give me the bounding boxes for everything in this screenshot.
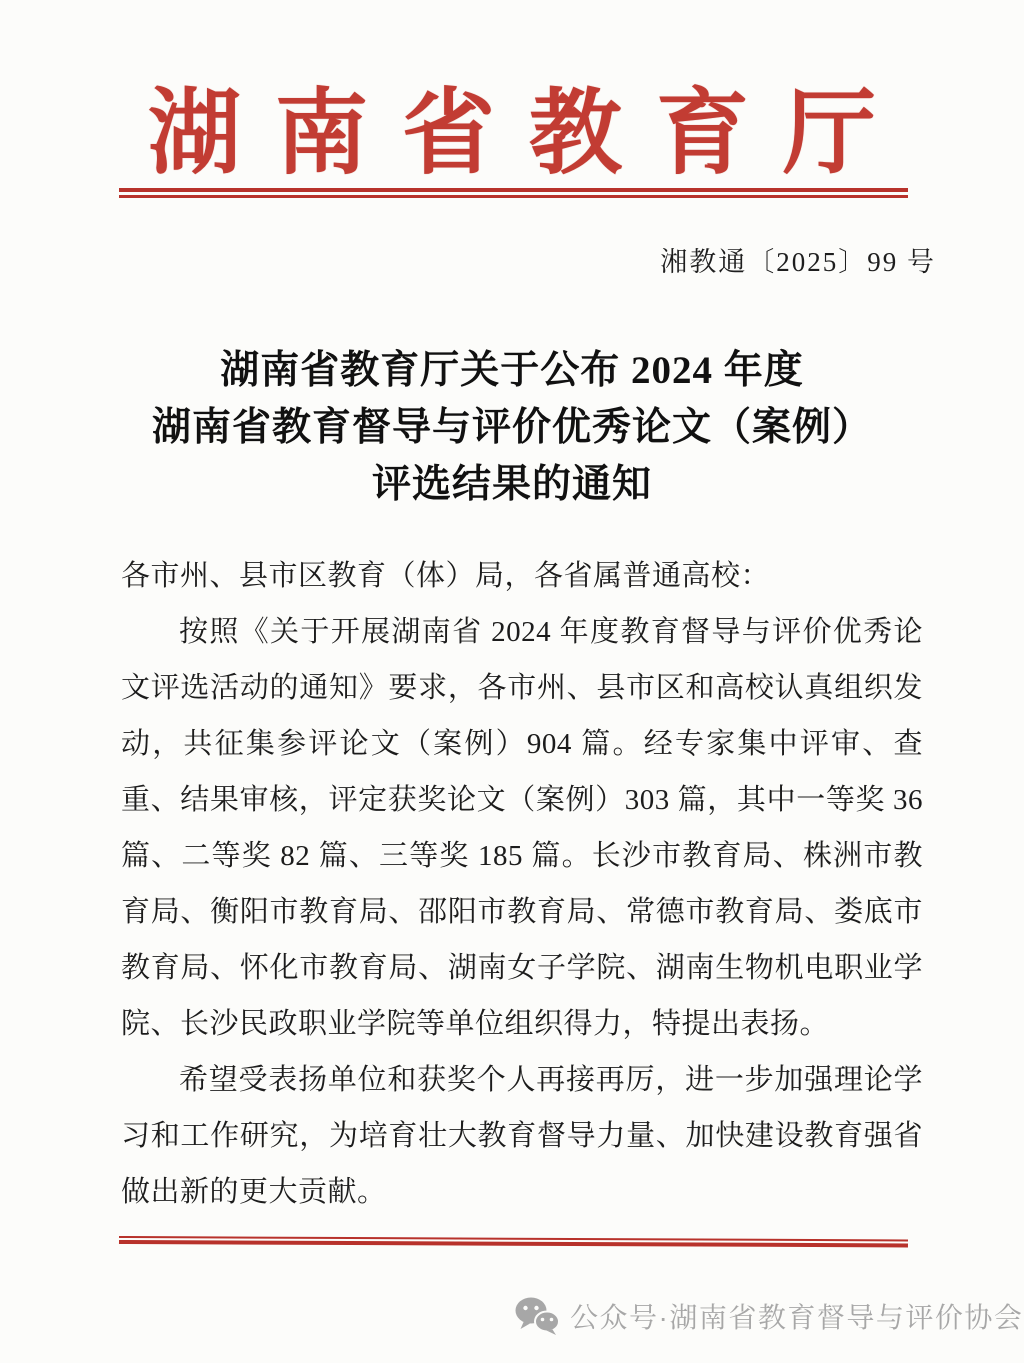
letterhead-divider — [119, 188, 908, 198]
salutation-line: 各市州、县市区教育（体）局，各省属普通高校： — [121, 560, 771, 592]
notice-title — [60, 342, 964, 513]
body-paragraph-2: 希望受表扬单位和获奖个人再接再厉，进一步加强理论学习和工作研究，为培育壮大教育督导力量、加快建设教育强省做出新的更大贡献。 — [121, 1064, 923, 1208]
document-number: 湘教通〔2025〕99 号 — [660, 247, 936, 277]
letterhead-org-name: 湖南省教育厅 — [148, 83, 910, 186]
body-paragraph-1: 按照《关于开展湖南省 2024 年度教育督导与评价优秀论文评选活动的通知》要求，各市州、县市区和高校认真组织发动，共征集参评论文（案例）904 篇。经专家集中评审、查重、结果审核，评定获奖论文（案例）303 篇，其中一等奖 36 篇、二等奖 82 篇、三等奖 185 篇。长沙市教育局、株洲市教育局、衡阳市教育局、邵阳市教育局、常德市教育局、娄底市教育局、怀化市教育局、湖南女子学院、湖南生物机电职业学院、长沙民政职业学院等单位组织得力，特提出表扬。 — [121, 616, 923, 1040]
notice-title-line-1: 湖南省教育厅关于公布 2024 年度 — [220, 349, 804, 392]
footer-divider — [119, 1236, 908, 1247]
notice-title-line-3: 评选结果的通知 — [371, 463, 652, 506]
wechat-watermark — [514, 1296, 1023, 1336]
notice-title-line-2: 湖南省教育督导与评价优秀论文（案例） — [151, 406, 872, 449]
wechat-icon — [514, 1296, 560, 1336]
watermark-text: 公众号·湖南省教育督导与评价协会 — [570, 1302, 1024, 1333]
notice-body — [121, 548, 923, 1220]
